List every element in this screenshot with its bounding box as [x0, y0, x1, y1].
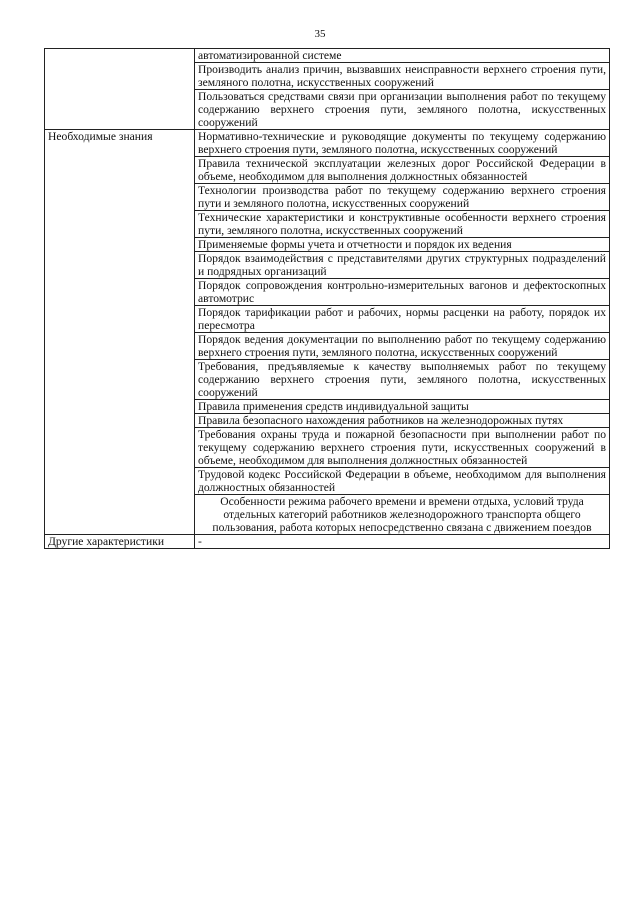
knowledge-item: Правила технической эксплуатации железных дорог Российской Федерации в объеме, необходимом для выполнения должностных обязанностей	[195, 157, 610, 184]
knowledge-item: Нормативно-технические и руководящие документы по текущему содержанию верхнего строения пути, земляного полотна, искусственных сооружений	[195, 130, 610, 157]
knowledge-item: Применяемые формы учета и отчетности и порядок их ведения	[195, 238, 610, 252]
other-label: Другие характеристики	[45, 535, 195, 549]
knowledge-item: Особенности режима рабочего времени и времени отдыха, условий труда отдельных категорий работников железнодорожного транспорта общего пользования, работа которых непосредственно связана с движением поездов	[195, 495, 610, 535]
other-value: -	[195, 535, 610, 549]
knowledge-item: Порядок взаимодействия с представителями других структурных подразделений и подрядных организаций	[195, 252, 610, 279]
page-number: 35	[314, 28, 326, 40]
qualification-table	[44, 48, 610, 549]
knowledge-item: Порядок ведения документации по выполнению работ по текущему содержанию верхнего строения пути, земляного полотна, искусственных сооружений	[195, 333, 610, 360]
table-row	[45, 49, 610, 63]
skill-item: Пользоваться средствами связи при организации выполнения работ по текущему содержанию верхнего строения пути, земляного полотна, искусственных сооружений	[195, 90, 610, 130]
knowledge-item: Требования охраны труда и пожарной безопасности при выполнении работ по текущему содержанию верхнего строения пути, искусственных сооружений в объеме, необходимом для выполнения должностных обязанностей	[195, 428, 610, 468]
skills-label-cell	[45, 49, 195, 130]
knowledge-item: Порядок тарификации работ и рабочих, нормы расценки на работу, порядок их пересмотра	[195, 306, 610, 333]
table-row	[45, 535, 610, 549]
knowledge-item: Технические характеристики и конструктивные особенности верхнего строения пути, земляного полотна, искусственных сооружений	[195, 211, 610, 238]
knowledge-item: Правила безопасного нахождения работников на железнодорожных путях	[195, 414, 610, 428]
knowledge-item: Требования, предъявляемые к качеству выполняемых работ по текущему содержанию верхнего строения пути, земляного полотна, искусственных сооружений	[195, 360, 610, 400]
knowledge-item: Технологии производства работ по текущему содержанию верхнего строения пути и земляного полотна, искусственных сооружений	[195, 184, 610, 211]
knowledge-item: Правила применения средств индивидуальной защиты	[195, 400, 610, 414]
skill-item: Производить анализ причин, вызвавших неисправности верхнего строения пути, земляного полотна, искусственных сооружений	[195, 63, 610, 90]
skill-item: автоматизированной системе	[195, 49, 610, 63]
knowledge-item: Трудовой кодекс Российской Федерации в объеме, необходимом для выполнения должностных обязанностей	[195, 468, 610, 495]
knowledge-label: Необходимые знания	[45, 130, 195, 535]
knowledge-item: Порядок сопровождения контрольно-измерительных вагонов и дефектоскопных автомотрис	[195, 279, 610, 306]
table-row	[45, 130, 610, 157]
